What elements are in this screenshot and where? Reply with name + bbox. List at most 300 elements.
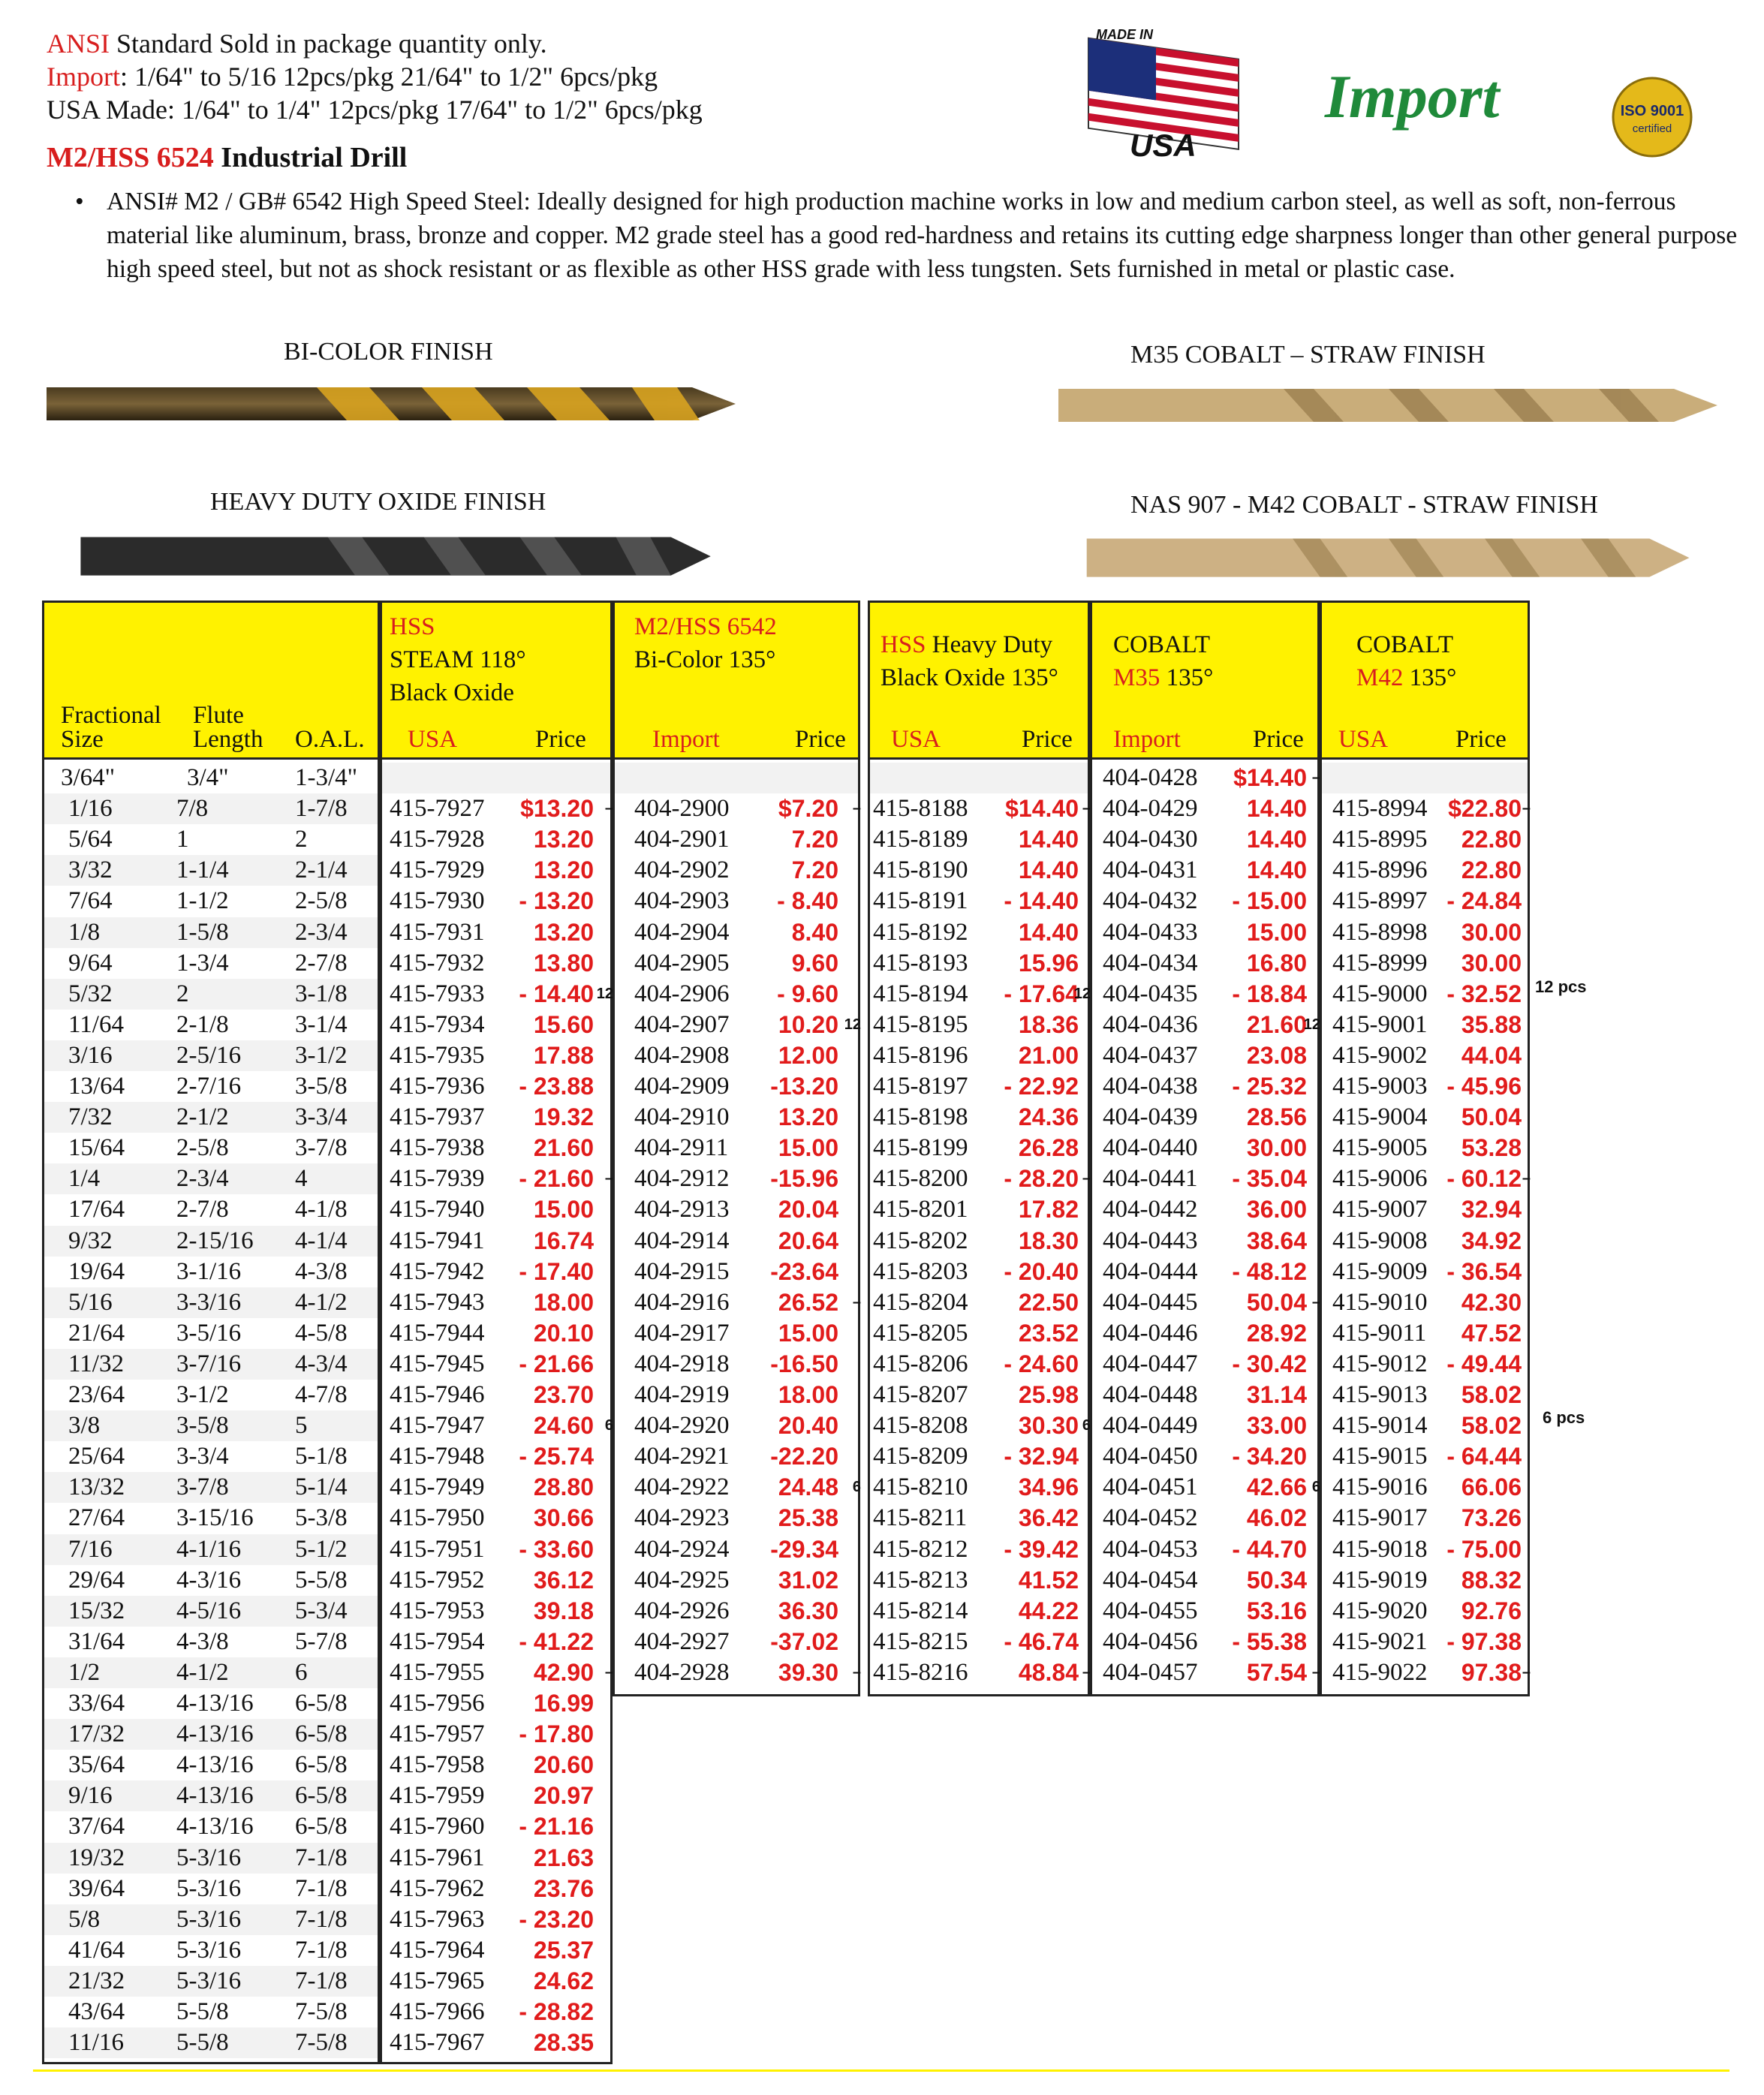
part-number: 415-7960 <box>390 1813 485 1841</box>
hss-header-3: Black Oxide <box>390 679 514 706</box>
part-number: 415-8216 <box>873 1658 968 1686</box>
part-number: 415-7957 <box>390 1720 485 1748</box>
price: 53.28 <box>1461 1134 1522 1162</box>
table-row <box>1092 763 1320 793</box>
price: 14.40 <box>1246 795 1307 823</box>
flute-length: 7/8 <box>176 795 209 823</box>
price: 14.40 <box>1018 918 1079 946</box>
flute-length: 4-5/16 <box>176 1597 242 1624</box>
part-number: 415-7949 <box>390 1473 485 1501</box>
part-number: 404-2912 <box>634 1165 730 1193</box>
fractional-size: 19/32 <box>68 1844 125 1871</box>
m42-column <box>1320 760 1530 1696</box>
part-number: 415-9000 <box>1332 980 1428 1007</box>
fractional-size: 15/64 <box>68 1134 125 1162</box>
table-row <box>1092 824 1317 855</box>
header-length: Length <box>193 726 263 753</box>
part-number: 415-8206 <box>873 1350 968 1377</box>
fractional-size: 15/32 <box>68 1597 125 1624</box>
pack-marker: – <box>852 1663 861 1681</box>
flute-length: 3-7/8 <box>176 1473 229 1501</box>
table-row <box>382 1966 610 1997</box>
part-number: 404-0428 <box>1103 764 1198 791</box>
table-row <box>870 1503 1088 1534</box>
flute-length: 2 <box>176 980 189 1007</box>
part-number: 404-2923 <box>634 1504 730 1532</box>
fractional-size: 1/4 <box>68 1165 101 1193</box>
part-number: 415-7959 <box>390 1782 485 1810</box>
table-row <box>1322 948 1528 979</box>
table-row <box>44 1843 378 1874</box>
overall-length: 4-1/2 <box>295 1288 348 1316</box>
price: - 21.16 <box>519 1813 594 1841</box>
price: - 75.00 <box>1446 1535 1522 1563</box>
bicolor-header-import: Import <box>652 726 720 753</box>
price: - 46.74 <box>1004 1627 1079 1655</box>
flute-length: 5-5/8 <box>176 1998 229 2025</box>
flute-length: 3-15/16 <box>176 1504 254 1532</box>
price: - 97.38 <box>1446 1627 1522 1655</box>
table-row <box>44 1780 378 1811</box>
part-number: 415-7935 <box>390 1041 485 1069</box>
table-row <box>382 1040 610 1071</box>
table-row <box>1322 1163 1531 1194</box>
part-number: 404-0448 <box>1103 1381 1198 1408</box>
price: 25.37 <box>533 1936 594 1964</box>
header-size: Size <box>61 726 104 753</box>
table-row <box>1322 1627 1528 1657</box>
table-row <box>44 1133 378 1163</box>
part-number: 404-0456 <box>1103 1627 1198 1655</box>
table-row <box>1322 1503 1528 1534</box>
table-row <box>1092 793 1317 824</box>
table-row <box>1092 1010 1320 1040</box>
price: 22.80 <box>1461 856 1522 884</box>
table-row <box>1092 1226 1317 1257</box>
table-row <box>870 1133 1088 1163</box>
table-row <box>615 793 861 824</box>
part-number: 415-9018 <box>1332 1535 1428 1563</box>
overall-length: 6-5/8 <box>295 1751 348 1779</box>
part-number: 415-7928 <box>390 826 485 853</box>
part-number: 415-9020 <box>1332 1597 1428 1624</box>
price: 30.66 <box>533 1504 594 1532</box>
price: 15.60 <box>533 1010 594 1038</box>
fractional-size: 3/16 <box>68 1041 113 1069</box>
table-row <box>382 1750 610 1780</box>
table-row <box>615 1565 858 1596</box>
table-row <box>44 1811 378 1842</box>
part-number: 404-2901 <box>634 826 730 853</box>
table-row <box>44 793 378 824</box>
price: 19.32 <box>533 1103 594 1131</box>
flute-length: 5-3/16 <box>176 1844 242 1871</box>
flute-length: 1-1/4 <box>176 856 229 884</box>
part-number: 415-8199 <box>873 1134 968 1162</box>
overall-length: 5-1/8 <box>295 1443 348 1470</box>
part-number: 415-7932 <box>390 949 485 977</box>
part-number: 415-7934 <box>390 1010 485 1038</box>
price: 13.20 <box>533 826 594 853</box>
m42-header-1: COBALT <box>1356 631 1453 658</box>
part-number: 415-7942 <box>390 1257 485 1285</box>
price: 58.02 <box>1461 1412 1522 1440</box>
overall-length: 4-3/8 <box>295 1257 348 1285</box>
table-row <box>615 855 858 886</box>
overall-length: 3-5/8 <box>295 1073 348 1100</box>
table-row <box>44 1657 378 1688</box>
price: 23.52 <box>1018 1319 1079 1347</box>
table-row <box>870 1194 1088 1225</box>
fractional-size: 37/64 <box>68 1813 125 1841</box>
table-row <box>870 1287 1088 1318</box>
pack-marker: – <box>1522 1663 1531 1681</box>
price: 20.04 <box>778 1196 838 1224</box>
price: 18.36 <box>1018 1010 1079 1038</box>
bicolor-header-2: Bi-Color 135° <box>634 646 776 673</box>
table-row <box>870 1410 1091 1441</box>
overall-length: 4-7/8 <box>295 1381 348 1408</box>
table-row <box>615 1010 861 1040</box>
fractional-size: 1/2 <box>68 1658 101 1686</box>
table-row <box>382 1997 610 2027</box>
table-row <box>382 1596 610 1627</box>
part-number: 415-8212 <box>873 1535 968 1563</box>
flute-length: 2-1/2 <box>176 1103 229 1131</box>
part-number: 415-7952 <box>390 1566 485 1594</box>
price: 39.18 <box>533 1597 594 1624</box>
table-row <box>615 1257 858 1287</box>
table-row <box>615 1102 858 1133</box>
bottom-rule <box>33 2069 1729 2072</box>
part-number: 415-9012 <box>1332 1350 1428 1377</box>
price: 30.00 <box>1246 1134 1307 1162</box>
part-number: 415-9017 <box>1332 1504 1428 1532</box>
flute-length: 4-13/16 <box>176 1751 254 1779</box>
price: - 60.12 <box>1446 1165 1522 1193</box>
table-row <box>44 1997 378 2027</box>
price: 46.02 <box>1246 1504 1307 1532</box>
part-number: 404-2922 <box>634 1473 730 1501</box>
part-number: 415-9019 <box>1332 1566 1428 1594</box>
header-line-3: USA Made: 1/64" to 1/4" 12pcs/pkg 17/64" to 1/2" 6pcs/pkg <box>47 95 703 125</box>
product-description <box>75 185 1741 286</box>
price: 53.16 <box>1246 1597 1307 1624</box>
price: 13.20 <box>778 1103 838 1131</box>
table-row <box>870 1627 1088 1657</box>
table-row <box>44 1318 378 1349</box>
overall-length: 4-1/4 <box>295 1227 348 1254</box>
hss-header-price: Price <box>535 726 586 753</box>
table-row <box>1092 1441 1317 1472</box>
price: 58.02 <box>1461 1381 1522 1408</box>
part-number: 415-8213 <box>873 1566 968 1594</box>
price: 50.04 <box>1246 1288 1307 1316</box>
part-number: 415-9004 <box>1332 1103 1428 1131</box>
price: - 32.94 <box>1004 1443 1079 1470</box>
table-row <box>382 1688 610 1719</box>
part-number: 404-0430 <box>1103 826 1198 853</box>
price: 20.60 <box>533 1751 594 1779</box>
part-number: 415-7945 <box>390 1350 485 1377</box>
table-row <box>1092 1657 1320 1688</box>
table-row <box>382 1194 610 1225</box>
fractional-size: 29/64 <box>68 1566 125 1594</box>
fractional-size: 17/64 <box>68 1196 125 1224</box>
overall-length: 5-5/8 <box>295 1566 348 1594</box>
overall-length: 3-1/4 <box>295 1010 348 1038</box>
price: - 20.40 <box>1004 1257 1079 1285</box>
pack-marker: 6 <box>1082 1417 1091 1434</box>
flute-length: 3-5/16 <box>176 1319 242 1347</box>
price: 25.98 <box>1018 1381 1079 1408</box>
part-number: 404-0452 <box>1103 1504 1198 1532</box>
price: - 17.80 <box>519 1720 594 1748</box>
overall-length: 6-5/8 <box>295 1782 348 1810</box>
flute-length: 4-3/8 <box>176 1627 229 1655</box>
part-number: 404-2927 <box>634 1627 730 1655</box>
fractional-size: 3/8 <box>68 1412 101 1440</box>
table-row <box>1322 1596 1528 1627</box>
price: 28.80 <box>533 1473 594 1501</box>
price: 25.38 <box>778 1504 838 1532</box>
price: 92.76 <box>1461 1597 1522 1624</box>
flute-length: 4-13/16 <box>176 1720 254 1748</box>
table-row <box>1092 917 1317 948</box>
table-row <box>382 1874 610 1904</box>
table-row <box>382 793 613 824</box>
price: 24.60 <box>533 1412 594 1440</box>
part-number: 415-7941 <box>390 1227 485 1254</box>
price: -16.50 <box>770 1350 838 1377</box>
price: 30.00 <box>1461 918 1522 946</box>
table-row <box>44 1040 378 1071</box>
table-row <box>615 948 858 979</box>
table-row <box>1322 1472 1528 1503</box>
price: 21.00 <box>1018 1041 1079 1069</box>
fractional-size: 3/64" <box>61 764 116 791</box>
pack-marker: – <box>1311 1663 1320 1681</box>
part-number: 415-8205 <box>873 1319 968 1347</box>
part-number: 404-0439 <box>1103 1103 1198 1131</box>
table-row <box>382 1226 610 1257</box>
table-row <box>382 824 610 855</box>
overall-length: 5 <box>295 1412 308 1440</box>
flute-length: 4-1/16 <box>176 1535 242 1563</box>
import-logo-text: Import <box>1325 62 1500 131</box>
m35-header-price: Price <box>1253 726 1304 753</box>
price: 13.20 <box>533 918 594 946</box>
table-row <box>1322 1133 1528 1163</box>
bicolor-column <box>613 760 860 1696</box>
flute-length: 4-13/16 <box>176 1813 254 1841</box>
table-row <box>615 1194 858 1225</box>
price: 21.60 <box>1246 1010 1307 1038</box>
flute-length: 2-7/16 <box>176 1073 242 1100</box>
price: 73.26 <box>1461 1504 1522 1532</box>
price: 22.80 <box>1461 826 1522 853</box>
part-number: 415-7946 <box>390 1381 485 1408</box>
heavyduty-header-usa: USA <box>891 726 941 753</box>
price: - 25.74 <box>519 1443 594 1470</box>
part-number: 415-8201 <box>873 1196 968 1224</box>
table-row <box>44 1688 378 1719</box>
table-row <box>1322 1257 1528 1287</box>
table-row <box>44 1410 378 1441</box>
table-row <box>44 1441 378 1472</box>
price: 23.08 <box>1246 1041 1307 1069</box>
part-number: 415-8192 <box>873 918 968 946</box>
table-row <box>870 1071 1088 1102</box>
table-row <box>44 1596 378 1627</box>
table-row <box>1092 1040 1317 1071</box>
flute-length: 3-3/4 <box>176 1443 229 1470</box>
flute-length: 3-1/2 <box>176 1381 229 1408</box>
m42-header-2 <box>1356 661 1456 694</box>
table-row <box>1322 1102 1528 1133</box>
m42-header-usa: USA <box>1338 726 1389 753</box>
price: 47.52 <box>1461 1319 1522 1347</box>
price: $13.20 <box>520 795 594 823</box>
price: 28.56 <box>1246 1103 1307 1131</box>
part-number: 404-2915 <box>634 1257 730 1285</box>
fractional-size: 23/64 <box>68 1381 125 1408</box>
price: - 25.32 <box>1232 1073 1307 1100</box>
part-number: 404-2904 <box>634 918 730 946</box>
price: 42.66 <box>1246 1473 1307 1501</box>
table-row <box>615 1380 858 1410</box>
price: 36.30 <box>778 1597 838 1624</box>
price: 57.54 <box>1246 1658 1307 1686</box>
price: 23.70 <box>533 1381 594 1408</box>
part-number: 415-7961 <box>390 1844 485 1871</box>
price: - 24.60 <box>1004 1350 1079 1377</box>
table-row <box>44 855 378 886</box>
table-row <box>870 1441 1088 1472</box>
table-row <box>44 1719 378 1750</box>
overall-length: 3-3/4 <box>295 1103 348 1131</box>
table-row <box>44 948 378 979</box>
fractional-size: 43/64 <box>68 1998 125 2025</box>
price: -37.02 <box>770 1627 838 1655</box>
table-row <box>1092 1071 1317 1102</box>
table-row <box>44 1257 378 1287</box>
price: - 30.42 <box>1232 1350 1307 1377</box>
part-number: 404-0449 <box>1103 1412 1198 1440</box>
part-number: 415-8190 <box>873 856 968 884</box>
ansi-label: ANSI <box>47 29 110 59</box>
price: 18.30 <box>1018 1227 1079 1254</box>
part-number: 415-7930 <box>390 887 485 915</box>
pack-marker: – <box>1082 800 1091 817</box>
pack-marker: – <box>1311 1293 1320 1311</box>
table-row <box>615 1349 858 1380</box>
table-row <box>1092 1318 1317 1349</box>
part-number: 404-2919 <box>634 1381 730 1408</box>
part-number: 415-8202 <box>873 1227 968 1254</box>
bicolor-header-price: Price <box>795 726 846 753</box>
table-row <box>44 1935 378 1966</box>
table-row <box>870 1010 1088 1040</box>
fractional-size: 13/32 <box>68 1473 125 1501</box>
part-number: 415-8214 <box>873 1597 968 1624</box>
part-number: 415-9015 <box>1332 1443 1428 1470</box>
part-number: 415-7962 <box>390 1874 485 1902</box>
oxide-finish-label: HEAVY DUTY OXIDE FINISH <box>210 488 546 516</box>
table-row <box>615 1503 858 1534</box>
part-number: 404-2917 <box>634 1319 730 1347</box>
overall-length: 7-5/8 <box>295 2029 348 2057</box>
part-number: 404-0457 <box>1103 1658 1198 1686</box>
price: 18.00 <box>533 1288 594 1316</box>
price: - 35.04 <box>1232 1165 1307 1193</box>
price: $14.40 <box>1005 795 1079 823</box>
part-number: 404-0446 <box>1103 1319 1198 1347</box>
fractional-size: 9/32 <box>68 1227 113 1254</box>
part-number: 415-7947 <box>390 1412 485 1440</box>
m42-header-price: Price <box>1455 726 1507 753</box>
hss-header-2: STEAM 118° <box>390 646 526 673</box>
flute-length: 5-3/16 <box>176 1936 242 1964</box>
table-row <box>1092 1380 1317 1410</box>
hss-header-band <box>380 601 613 760</box>
price: 88.32 <box>1461 1566 1522 1594</box>
table-row <box>870 1565 1088 1596</box>
part-number: 404-0453 <box>1103 1535 1198 1563</box>
fractional-size: 5/32 <box>68 980 113 1007</box>
part-number: 404-0451 <box>1103 1473 1198 1501</box>
table-row <box>615 1133 858 1163</box>
table-row <box>382 1380 610 1410</box>
table-row <box>615 1596 858 1627</box>
overall-length: 2 <box>295 826 308 853</box>
flute-length: 5-3/16 <box>176 1905 242 1933</box>
part-number: 415-7965 <box>390 1967 485 1994</box>
flute-length: 2-3/4 <box>176 1165 229 1193</box>
price: 50.04 <box>1461 1103 1522 1131</box>
price: 32.94 <box>1461 1196 1522 1224</box>
part-number: 415-8210 <box>873 1473 968 1501</box>
heavyduty-header-2: Black Oxide 135° <box>880 664 1058 691</box>
part-number: 415-8204 <box>873 1288 968 1316</box>
table-row <box>870 886 1088 917</box>
oxide-drill-image <box>51 533 742 581</box>
part-number: 415-8193 <box>873 949 968 977</box>
price: 16.74 <box>533 1227 594 1254</box>
heavyduty-column <box>868 760 1090 1696</box>
header-oal: O.A.L. <box>295 726 365 753</box>
overall-length: 7-1/8 <box>295 1967 348 1994</box>
table-row <box>1322 1565 1528 1596</box>
table-row <box>870 763 1088 793</box>
table-row <box>44 979 378 1010</box>
part-number: 415-9014 <box>1332 1412 1428 1440</box>
overall-length: 2-5/8 <box>295 887 348 915</box>
part-number: 404-0435 <box>1103 980 1198 1007</box>
part-number: 404-0438 <box>1103 1073 1198 1100</box>
fractional-size: 1/16 <box>68 795 113 823</box>
part-number: 404-2902 <box>634 856 730 884</box>
table-row <box>44 1904 378 1935</box>
price: 15.96 <box>1018 949 1079 977</box>
price: - 36.54 <box>1446 1257 1522 1285</box>
price: - 22.92 <box>1004 1073 1079 1100</box>
price: 41.52 <box>1018 1566 1079 1594</box>
part-number: 404-2905 <box>634 949 730 977</box>
part-number: 404-0444 <box>1103 1257 1198 1285</box>
m35-header-2 <box>1113 661 1213 694</box>
price: - 18.84 <box>1232 980 1307 1007</box>
